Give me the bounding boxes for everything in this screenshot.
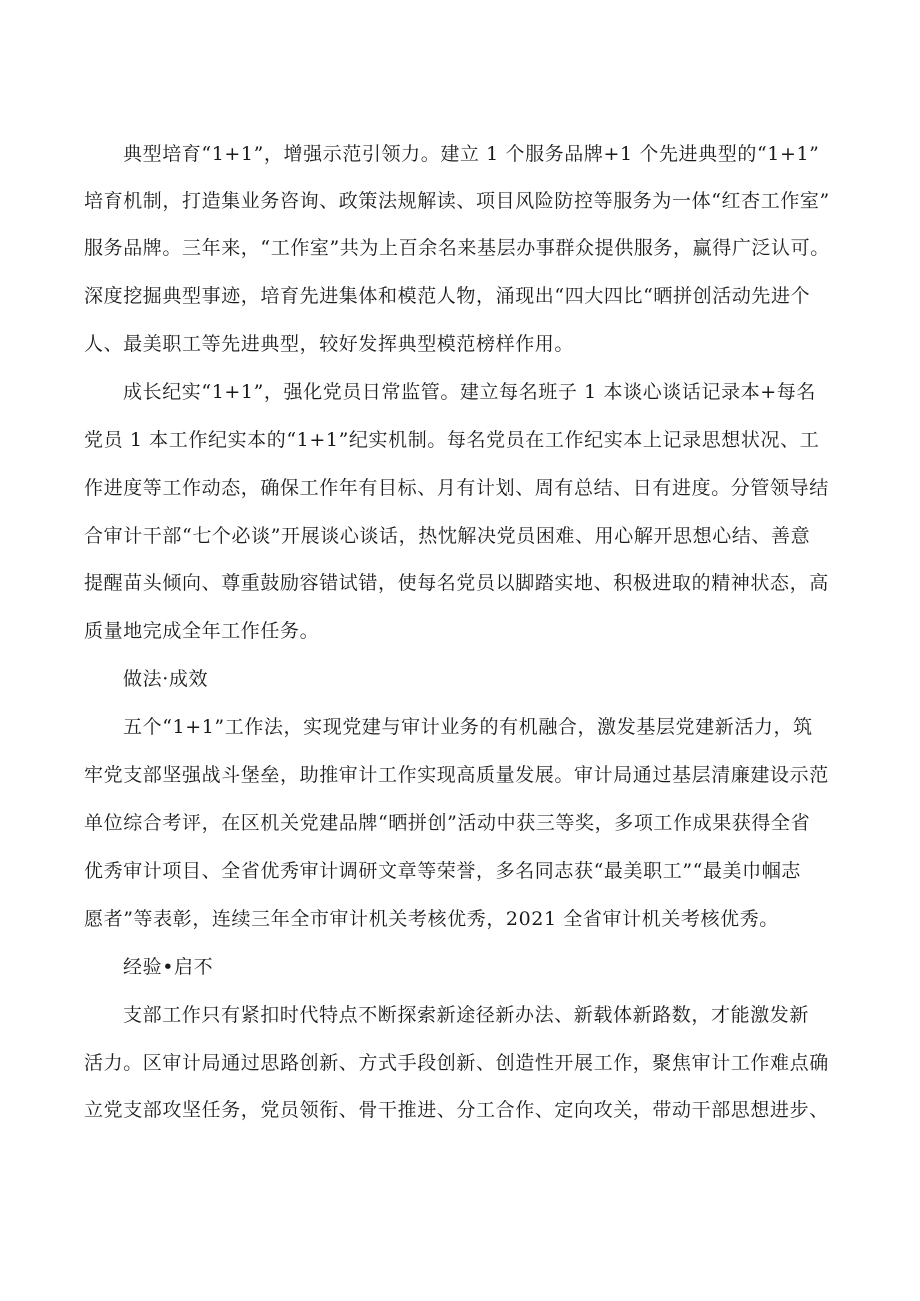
text-line: 活力。区审计局通过思路创新、方式手段创新、创造性开展工作，聚焦审计工作难点确: [84, 1052, 829, 1074]
text-line: 人、最美职工等先进典型，较好发挥典型模范榜样作用。: [84, 333, 575, 355]
section-heading: 经验•启不: [123, 956, 214, 978]
text-line: 服务品牌。三年来，“工作室”共为上百余名来基层办事群众提供服务，赢得广泛认可。: [84, 237, 830, 259]
text-line: 党员 1 本工作纪实本的“1+1”纪实机制。每名党员在工作纪实本上记录思想状况、工: [84, 429, 820, 451]
text-line: 质量地完成全年工作任务。: [84, 620, 320, 642]
section-heading: 做法·成效: [123, 668, 209, 690]
text-line: 支部工作只有紧扣时代特点不断探索新途径新办法、新载体新路数，才能激发新: [123, 1004, 810, 1026]
text-line: 合审计干部“七个必谈”开展谈心谈话，热忱解决党员困难、用心解开思想心结、善意: [84, 525, 811, 547]
text-line: 牢党支部坚强战斗堡垒，助推审计工作实现高质量发展。审计局通过基层清廉建设示范: [84, 764, 829, 786]
text-line: 深度挖掘典型事迹，培育先进集体和模范人物，涌现出“四大四比“晒拼创活动先进个: [84, 285, 811, 307]
text-line: 单位综合考评，在区机关党建品牌“晒拼创”活动中获三等奖，多项工作成果获得全省: [84, 812, 811, 834]
text-line: 成长纪实“1+1”，强化党员日常监管。建立每名班子 1 本谈心谈话记录本+每名: [123, 381, 817, 403]
text-line: 典型培育“1+1”，增强示范引领力。建立 1 个服务品牌+1 个先进典型的“1+1”: [123, 143, 820, 165]
text-line: 作进度等工作动态，确保工作年有目标、月有计划、周有总结、日有进度。分管领导结: [84, 477, 829, 499]
text-line: 优秀审计项目、全省优秀审计调研文章等荣誉，多名同志获“最美职工”“最美巾帼志: [84, 860, 801, 882]
text-line: 培育机制，打造集业务咨询、政策法规解读、项目风险防控等服务为一体“红杏工作室”: [84, 190, 830, 212]
text-line: 立党支部攻坚任务，党员领衔、骨干推进、分工合作、定向攻关，带动干部思想进步、: [84, 1099, 829, 1121]
text-line: 提醒苗头倾向、尊重鼓励容错试错，使每名党员以脚踏实地、积极进取的精神状态，高: [84, 572, 829, 594]
text-line: 愿者”等表彰，连续三年全市审计机关考核优秀，2021 全省审计机关考核优秀。: [84, 908, 779, 930]
text-line: 五个“1+1”工作法，实现党建与审计业务的有机融合，激发基层党建新活力，筑: [123, 716, 813, 738]
